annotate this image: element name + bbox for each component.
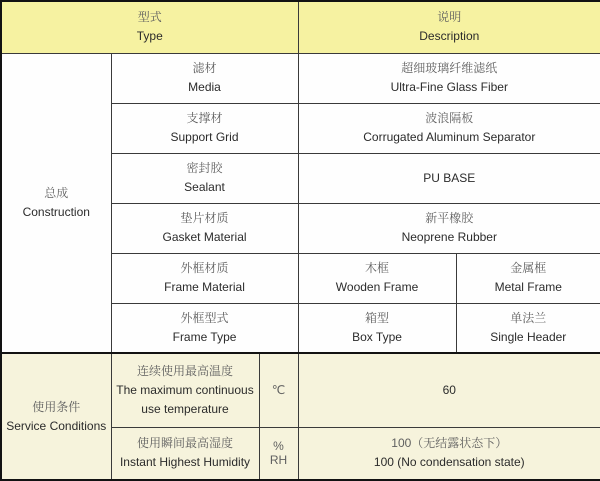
single-header-zh: 单法兰 xyxy=(510,310,547,325)
cell-sealant-label xyxy=(111,153,298,203)
construction-label-zh: 总成 xyxy=(44,185,69,200)
cell-frame-type-label xyxy=(111,303,298,353)
row-media xyxy=(1,53,600,103)
header-row xyxy=(1,1,600,53)
max-humidity-value-en: 100 (No condensation state) xyxy=(373,455,525,470)
header-type-en: Type xyxy=(136,29,163,44)
gasket-value-en: Neoprene Rubber xyxy=(401,230,497,244)
single-header-en: Single Header xyxy=(490,329,567,344)
frame-type-label-en: Frame Type xyxy=(172,329,237,344)
cell-frame-material-label xyxy=(111,253,298,303)
metal-frame-en: Metal Frame xyxy=(494,280,562,294)
media-value-en: Ultra-Fine Glass Fiber xyxy=(390,80,508,94)
cell-max-humidity-label xyxy=(111,427,259,480)
cell-frame-type-box xyxy=(298,303,456,353)
cell-media-value xyxy=(298,53,600,103)
cell-max-humidity-value xyxy=(298,427,600,480)
max-temperature-value: 60 xyxy=(442,382,456,397)
construction-label-en: Construction xyxy=(22,204,90,219)
media-value-zh: 超细玻璃纤维滤纸 xyxy=(401,61,498,75)
max-temperature-label-zh: 连续使用最高温度 xyxy=(136,363,233,378)
wooden-frame-zh: 木框 xyxy=(365,261,390,275)
celsius-unit: ℃ xyxy=(271,383,286,398)
frame-type-label-zh: 外框型式 xyxy=(180,310,229,325)
support-grid-label-en: Support Grid xyxy=(170,130,239,144)
box-type-zh: 箱型 xyxy=(365,310,390,325)
header-cell-description xyxy=(298,1,600,53)
cell-frame-material-wooden xyxy=(298,253,456,303)
support-grid-value-en: Corrugated Aluminum Separator xyxy=(363,130,536,144)
header-cell-type xyxy=(1,1,298,53)
percent-rh-unit: % RH xyxy=(269,439,288,468)
cell-service-label xyxy=(1,353,111,480)
gasket-label-en: Gasket Material xyxy=(162,230,247,244)
cell-max-temperature-label xyxy=(111,353,259,427)
max-humidity-label-zh: 使用瞬间最高湿度 xyxy=(136,436,233,451)
max-humidity-label-en: Instant Highest Humidity xyxy=(119,455,251,470)
cell-support-grid-value xyxy=(298,103,600,153)
media-label-en: Media xyxy=(188,80,221,94)
cell-temperature-unit xyxy=(259,353,298,427)
sealant-value: PU BASE xyxy=(423,170,476,185)
gasket-label-zh: 垫片材质 xyxy=(180,211,229,225)
support-grid-value-zh: 波浪隔板 xyxy=(425,111,474,125)
cell-humidity-unit xyxy=(259,427,298,480)
cell-construction-label xyxy=(1,53,111,353)
header-type-zh: 型式 xyxy=(137,10,162,25)
service-label-zh: 使用条件 xyxy=(32,399,81,414)
cell-gasket-value xyxy=(298,203,600,253)
cell-sealant-value xyxy=(298,153,600,203)
box-type-en: Box Type xyxy=(352,329,402,344)
max-humidity-value-zh: 100（无结露状态下） xyxy=(391,436,508,451)
cell-media-label xyxy=(111,53,298,103)
header-description-en: Description xyxy=(419,29,480,44)
sealant-label-en: Sealant xyxy=(184,180,225,194)
cell-frame-material-metal xyxy=(456,253,600,303)
row-max-temperature xyxy=(1,353,600,427)
metal-frame-zh: 金属框 xyxy=(510,261,547,275)
cell-gasket-label xyxy=(111,203,298,253)
header-description-zh: 说明 xyxy=(437,10,462,25)
support-grid-label-zh: 支撑材 xyxy=(186,111,223,125)
wooden-frame-en: Wooden Frame xyxy=(335,280,419,294)
frame-material-label-zh: 外框材质 xyxy=(180,261,229,275)
cell-frame-type-single-header xyxy=(456,303,600,353)
sealant-label-zh: 密封胶 xyxy=(186,161,223,175)
gasket-value-zh: 新平橡胶 xyxy=(425,211,474,225)
cell-max-temperature-value xyxy=(298,353,600,427)
service-label-en: Service Conditions xyxy=(6,418,107,433)
media-label-zh: 滤材 xyxy=(192,61,217,75)
max-temperature-label-en: The maximum continuous use temperature xyxy=(116,382,254,416)
frame-material-label-en: Frame Material xyxy=(164,280,245,294)
cell-support-grid-label xyxy=(111,103,298,153)
